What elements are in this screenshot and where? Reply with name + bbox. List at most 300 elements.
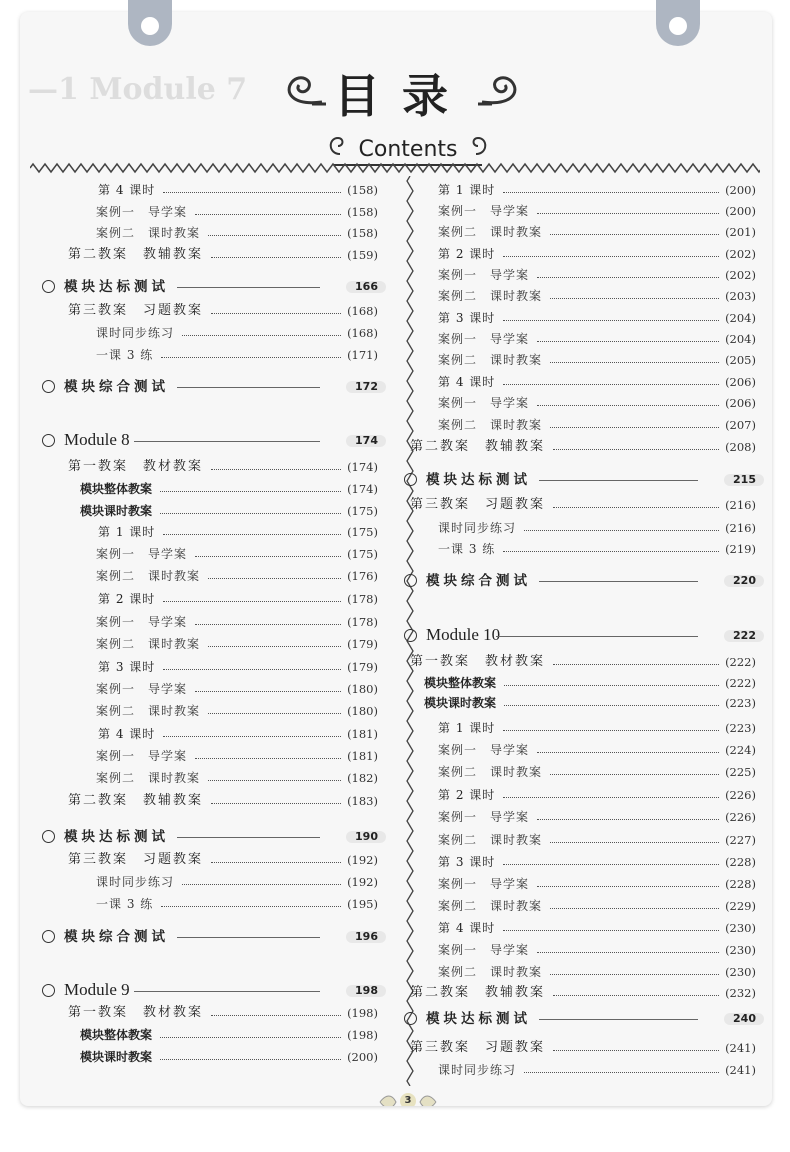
dot-leader <box>553 449 719 450</box>
entry-page-number: (206) <box>725 396 756 410</box>
entry-label: 第 2 课时 <box>438 788 496 802</box>
entry-page-number: (200) <box>725 183 756 197</box>
toc-entry[interactable] <box>438 785 756 805</box>
entry-label: 第 4 课时 <box>98 727 156 741</box>
entry-label: 第 3 课时 <box>98 660 156 674</box>
entry-label: 案例二 课时教案 <box>96 771 201 785</box>
toc-entry[interactable] <box>438 740 756 760</box>
dot-leader <box>553 664 719 665</box>
section-title: Module 10 <box>426 625 501 644</box>
entry-label: 模块课时教案 <box>80 504 153 518</box>
entry-label: 模块整体教案 <box>80 1028 153 1042</box>
dot-leader <box>160 491 341 492</box>
section-rule <box>177 287 320 288</box>
entry-label: 第二教案 教辅教案 <box>410 439 546 454</box>
dot-leader <box>503 797 719 798</box>
toc-entry[interactable] <box>438 393 756 413</box>
section-page-number: 196 <box>355 930 378 943</box>
section-page-number: 198 <box>355 984 378 997</box>
entry-label: 模块整体教案 <box>424 676 497 690</box>
toc-entry[interactable] <box>438 762 756 782</box>
dot-leader <box>537 752 719 753</box>
entry-page-number: (226) <box>725 810 756 824</box>
dot-leader <box>208 713 341 714</box>
entry-page-number: (216) <box>725 498 756 512</box>
dot-leader <box>163 534 341 535</box>
module-heading[interactable] <box>42 980 378 1002</box>
toc-entry[interactable] <box>98 180 378 200</box>
dot-leader <box>537 886 719 887</box>
entry-page-number: (200) <box>725 204 756 218</box>
entry-page-number: (171) <box>347 348 378 362</box>
entry-label: 案例一 导学案 <box>438 204 530 218</box>
entry-label: 案例二 课时教案 <box>96 704 201 718</box>
section-title: 模块综合测试 <box>426 573 531 589</box>
dot-leader <box>550 234 719 235</box>
toc-entry[interactable] <box>438 415 756 435</box>
section-rule <box>177 837 320 838</box>
entry-label: 第 2 课时 <box>98 592 156 606</box>
section-page-number: 222 <box>733 629 756 642</box>
circle-bullet-icon <box>404 1012 417 1025</box>
circle-bullet-icon <box>42 380 55 393</box>
dot-leader <box>160 1037 341 1038</box>
entry-page-number: (202) <box>725 268 756 282</box>
dot-leader <box>211 313 341 314</box>
toc-entry[interactable] <box>438 350 756 370</box>
dot-leader <box>550 298 719 299</box>
entry-page-number: (241) <box>725 1063 756 1077</box>
toc-entry[interactable] <box>96 679 378 699</box>
toc-entry[interactable] <box>96 202 378 222</box>
subtitle-text: Contents <box>358 137 458 162</box>
entry-page-number: (198) <box>347 1028 378 1042</box>
entry-label: 案例一 导学案 <box>438 332 530 346</box>
section-title: 模块达标测试 <box>426 472 531 488</box>
entry-page-number: (159) <box>347 248 378 262</box>
dot-leader <box>163 736 341 737</box>
toc-entry[interactable] <box>438 180 756 200</box>
circle-bullet-icon <box>42 984 55 997</box>
toc-entry[interactable] <box>96 634 378 654</box>
title-text: 目录 <box>334 69 470 123</box>
toc-entry[interactable] <box>410 652 756 672</box>
toc-entry[interactable] <box>98 657 378 677</box>
toc-entry[interactable] <box>438 244 756 264</box>
toc-entry[interactable] <box>438 539 756 559</box>
section-heading[interactable] <box>42 826 378 848</box>
entry-page-number: (175) <box>347 525 378 539</box>
dot-leader <box>537 341 719 342</box>
entry-page-number: (179) <box>347 637 378 651</box>
entry-page-number: (168) <box>347 326 378 340</box>
page-number: 3 <box>400 1093 416 1106</box>
toc-entry[interactable] <box>96 345 378 365</box>
entry-label: 第 3 课时 <box>438 855 496 869</box>
entry-label: 一课 3 练 <box>438 542 496 556</box>
entry-page-number: (183) <box>347 794 378 808</box>
dot-leader <box>208 780 341 781</box>
entry-page-number: (181) <box>347 727 378 741</box>
entry-label: 模块课时教案 <box>80 1050 153 1064</box>
dot-leader <box>524 530 719 531</box>
dot-leader <box>503 864 719 865</box>
section-rule <box>539 1019 698 1020</box>
right-scroll-ornament-icon <box>476 74 522 108</box>
entry-label: 案例二 课时教案 <box>438 765 543 779</box>
dot-leader <box>503 320 719 321</box>
page-footer <box>376 1090 440 1106</box>
entry-label: 第三教案 习题教案 <box>410 1040 546 1055</box>
entry-page-number: (180) <box>347 682 378 696</box>
section-heading[interactable] <box>404 1008 756 1030</box>
entry-label: 案例一 导学案 <box>438 743 530 757</box>
toc-entry[interactable] <box>424 693 756 713</box>
dot-leader <box>550 427 719 428</box>
entry-page-number: (226) <box>725 788 756 802</box>
toc-entry[interactable] <box>424 673 756 693</box>
toc-entry[interactable] <box>438 807 756 827</box>
toc-entry[interactable] <box>438 286 756 306</box>
entry-label: 案例一 导学案 <box>438 268 530 282</box>
entry-page-number: (192) <box>347 875 378 889</box>
entry-page-number: (198) <box>347 1006 378 1020</box>
dot-leader <box>503 256 719 257</box>
dot-leader <box>550 362 719 363</box>
dot-leader <box>163 192 341 193</box>
entry-label: 案例一 导学案 <box>438 943 530 957</box>
entry-page-number: (201) <box>725 225 756 239</box>
toc-entry[interactable] <box>438 1060 756 1080</box>
entry-label: 第一教案 教材教案 <box>68 459 204 474</box>
entry-label: 第 1 课时 <box>438 183 496 197</box>
toc-entry[interactable] <box>438 896 756 916</box>
section-page-number: 240 <box>733 1012 756 1025</box>
circle-bullet-icon <box>404 574 417 587</box>
section-page-number: 215 <box>733 473 756 486</box>
entry-page-number: (207) <box>725 418 756 432</box>
section-title: 模块综合测试 <box>64 379 169 395</box>
section-title: 模块达标测试 <box>64 829 169 845</box>
section-rule <box>177 387 320 388</box>
decorative-border-icon <box>30 162 760 174</box>
toc-entry[interactable] <box>68 791 378 811</box>
toc-entry[interactable] <box>98 724 378 744</box>
toc-entry[interactable] <box>98 522 378 542</box>
entry-page-number: (203) <box>725 289 756 303</box>
dot-leader <box>208 235 341 236</box>
toc-entry[interactable] <box>96 323 378 343</box>
toc-entry[interactable] <box>410 495 756 515</box>
toc-entry[interactable] <box>80 479 378 499</box>
dot-leader <box>195 691 341 692</box>
entry-label: 第二教案 教辅教案 <box>68 793 204 808</box>
entry-page-number: (230) <box>725 943 756 957</box>
entry-page-number: (232) <box>725 986 756 1000</box>
dot-leader <box>537 213 719 214</box>
section-title: 模块达标测试 <box>64 279 169 295</box>
entry-label: 一课 3 练 <box>96 897 154 911</box>
dot-leader <box>182 884 341 885</box>
entry-label: 第三教案 习题教案 <box>68 852 204 867</box>
dot-leader <box>524 1072 719 1073</box>
module-heading[interactable] <box>404 625 756 647</box>
entry-label: 课时同步练习 <box>96 326 175 340</box>
toc-entry[interactable] <box>80 1025 378 1045</box>
entry-label: 案例一 导学案 <box>438 810 530 824</box>
toc-entry[interactable] <box>68 1003 378 1023</box>
dot-leader <box>195 758 341 759</box>
dot-leader <box>553 507 719 508</box>
entry-label: 第三教案 习题教案 <box>68 303 204 318</box>
toc-entry[interactable] <box>96 894 378 914</box>
toc-entry[interactable] <box>410 437 756 457</box>
entry-label: 一课 3 练 <box>96 348 154 362</box>
entry-page-number: (228) <box>725 877 756 891</box>
circle-bullet-icon <box>42 434 55 447</box>
entry-page-number: (216) <box>725 521 756 535</box>
entry-label: 第二教案 教辅教案 <box>68 247 204 262</box>
section-title: Module 9 <box>64 980 130 999</box>
entry-label: 第一教案 教材教案 <box>410 654 546 669</box>
section-heading[interactable] <box>42 376 378 398</box>
toc-entry[interactable] <box>438 265 756 285</box>
entry-page-number: (222) <box>725 676 756 690</box>
entry-label: 第 1 课时 <box>438 721 496 735</box>
dot-leader <box>537 405 719 406</box>
entry-label: 第 4 课时 <box>438 375 496 389</box>
entry-page-number: (182) <box>347 771 378 785</box>
entry-page-number: (176) <box>347 569 378 583</box>
circle-bullet-icon <box>42 830 55 843</box>
entry-page-number: (168) <box>347 304 378 318</box>
toc-entry[interactable] <box>438 830 756 850</box>
section-title: Module 8 <box>64 430 130 449</box>
section-title: 模块综合测试 <box>64 929 169 945</box>
entry-label: 模块课时教案 <box>424 696 497 710</box>
toc-entry[interactable] <box>96 768 378 788</box>
entry-label: 案例二 课时教案 <box>438 225 543 239</box>
dot-leader <box>504 705 719 706</box>
entry-page-number: (241) <box>725 1041 756 1055</box>
entry-page-number: (158) <box>347 183 378 197</box>
entry-label: 案例二 课时教案 <box>438 418 543 432</box>
dot-leader <box>503 384 719 385</box>
section-heading[interactable] <box>42 926 378 948</box>
toc-entry[interactable] <box>438 874 756 894</box>
toc-entry[interactable] <box>438 852 756 872</box>
toc-entry[interactable] <box>96 612 378 632</box>
right-curl-ornament-icon <box>470 134 490 156</box>
entry-page-number: (158) <box>347 205 378 219</box>
toc-entry[interactable] <box>410 1038 756 1058</box>
entry-page-number: (219) <box>725 542 756 556</box>
entry-label: 案例一 导学案 <box>96 682 188 696</box>
entry-label: 第三教案 习题教案 <box>410 497 546 512</box>
page-title <box>282 60 522 123</box>
dot-leader <box>211 862 341 863</box>
entry-page-number: (174) <box>347 482 378 496</box>
dot-leader <box>195 214 341 215</box>
toc-entry[interactable] <box>438 329 756 349</box>
section-rule <box>496 636 698 637</box>
toc-entry[interactable] <box>68 457 378 477</box>
entry-page-number: (204) <box>725 311 756 325</box>
dot-leader <box>163 601 341 602</box>
dot-leader <box>195 624 341 625</box>
circle-bullet-icon <box>42 930 55 943</box>
toc-entry[interactable] <box>96 566 378 586</box>
entry-label: 案例一 导学案 <box>96 749 188 763</box>
toc-entry[interactable] <box>438 518 756 538</box>
document-page <box>20 12 772 1106</box>
section-page-number: 166 <box>355 280 378 293</box>
entry-label: 案例一 导学案 <box>438 396 530 410</box>
entry-label: 课时同步练习 <box>438 1063 517 1077</box>
entry-page-number: (181) <box>347 749 378 763</box>
toc-entry[interactable] <box>438 372 756 392</box>
dot-leader <box>504 685 719 686</box>
dot-leader <box>161 357 341 358</box>
entry-page-number: (228) <box>725 855 756 869</box>
toc-entry[interactable] <box>80 501 378 521</box>
section-rule <box>134 441 320 442</box>
section-heading[interactable] <box>404 469 756 491</box>
dot-leader <box>211 469 341 470</box>
entry-page-number: (180) <box>347 704 378 718</box>
dot-leader <box>503 551 719 552</box>
toc-entry[interactable] <box>438 308 756 328</box>
dot-leader <box>182 335 341 336</box>
toc-entry[interactable] <box>96 223 378 243</box>
entry-label: 案例一 导学案 <box>96 615 188 629</box>
entry-page-number: (178) <box>347 615 378 629</box>
binder-ring-right <box>656 0 700 46</box>
section-title: 模块达标测试 <box>426 1011 531 1027</box>
entry-label: 案例二 课时教案 <box>96 226 201 240</box>
entry-label: 第 2 课时 <box>438 247 496 261</box>
entry-page-number: (230) <box>725 921 756 935</box>
entry-page-number: (205) <box>725 353 756 367</box>
dot-leader <box>503 730 719 731</box>
dot-leader <box>550 974 719 975</box>
dot-leader <box>160 513 341 514</box>
dot-leader <box>161 906 341 907</box>
toc-entry[interactable] <box>438 718 756 738</box>
entry-page-number: (229) <box>725 899 756 913</box>
entry-label: 案例二 课时教案 <box>438 965 543 979</box>
dot-leader <box>211 803 341 804</box>
toc-entry[interactable] <box>438 918 756 938</box>
entry-page-number: (222) <box>725 655 756 669</box>
entry-page-number: (227) <box>725 833 756 847</box>
module-heading[interactable] <box>42 430 378 452</box>
entry-label: 课时同步练习 <box>96 875 175 889</box>
entry-page-number: (175) <box>347 504 378 518</box>
entry-label: 第 4 课时 <box>438 921 496 935</box>
section-rule <box>134 991 320 992</box>
dot-leader <box>537 277 719 278</box>
toc-entry[interactable] <box>438 201 756 221</box>
dot-leader <box>537 952 719 953</box>
toc-entry[interactable] <box>68 301 378 321</box>
entry-page-number: (223) <box>725 696 756 710</box>
entry-label: 第一教案 教材教案 <box>68 1005 204 1020</box>
entry-page-number: (230) <box>725 965 756 979</box>
entry-label: 案例一 导学案 <box>96 205 188 219</box>
dot-leader <box>503 192 719 193</box>
dot-leader <box>550 842 719 843</box>
section-rule <box>177 937 320 938</box>
toc-entry[interactable] <box>96 544 378 564</box>
entry-page-number: (192) <box>347 853 378 867</box>
toc-entry[interactable] <box>410 983 756 1003</box>
dot-leader <box>537 819 719 820</box>
toc-entry[interactable] <box>68 245 378 265</box>
entry-label: 第二教案 教辅教案 <box>410 985 546 1000</box>
entry-label: 课时同步练习 <box>438 521 517 535</box>
section-heading[interactable] <box>404 570 756 592</box>
entry-page-number: (158) <box>347 226 378 240</box>
toc-entry[interactable] <box>438 940 756 960</box>
entry-label: 案例一 导学案 <box>96 547 188 561</box>
dot-leader <box>553 995 719 996</box>
section-rule <box>539 480 698 481</box>
section-page-number: 174 <box>355 434 378 447</box>
entry-page-number: (175) <box>347 547 378 561</box>
entry-page-number: (206) <box>725 375 756 389</box>
dot-leader <box>503 930 719 931</box>
dot-leader <box>550 774 719 775</box>
entry-page-number: (208) <box>725 440 756 454</box>
dot-leader <box>195 556 341 557</box>
toc-entry[interactable] <box>96 872 378 892</box>
entry-label: 案例二 课时教案 <box>96 569 201 583</box>
entry-page-number: (225) <box>725 765 756 779</box>
entry-label: 案例二 课时教案 <box>438 353 543 367</box>
toc-entry[interactable] <box>438 222 756 242</box>
entry-page-number: (224) <box>725 743 756 757</box>
entry-page-number: (195) <box>347 897 378 911</box>
section-rule <box>539 581 698 582</box>
binder-ring-left <box>128 0 172 46</box>
entry-page-number: (200) <box>347 1050 378 1064</box>
entry-page-number: (174) <box>347 460 378 474</box>
entry-label: 第 4 课时 <box>98 183 156 197</box>
dot-leader <box>550 908 719 909</box>
entry-label: 案例一 导学案 <box>438 877 530 891</box>
toc-entry[interactable] <box>80 1047 378 1067</box>
dot-leader <box>211 257 341 258</box>
dot-leader <box>208 646 341 647</box>
circle-bullet-icon <box>404 629 417 642</box>
entry-label: 案例二 课时教案 <box>438 899 543 913</box>
dot-leader <box>211 1015 341 1016</box>
toc-entry[interactable] <box>438 962 756 982</box>
circle-bullet-icon <box>42 280 55 293</box>
entry-label: 案例二 课时教案 <box>96 637 201 651</box>
section-heading[interactable] <box>42 276 378 298</box>
toc-entry[interactable] <box>96 701 378 721</box>
section-page-number: 172 <box>355 380 378 393</box>
toc-entry[interactable] <box>68 850 378 870</box>
entry-label: 案例二 课时教案 <box>438 833 543 847</box>
toc-entry[interactable] <box>98 589 378 609</box>
toc-entry[interactable] <box>96 746 378 766</box>
entry-page-number: (179) <box>347 660 378 674</box>
dot-leader <box>160 1059 341 1060</box>
section-page-number: 190 <box>355 830 378 843</box>
